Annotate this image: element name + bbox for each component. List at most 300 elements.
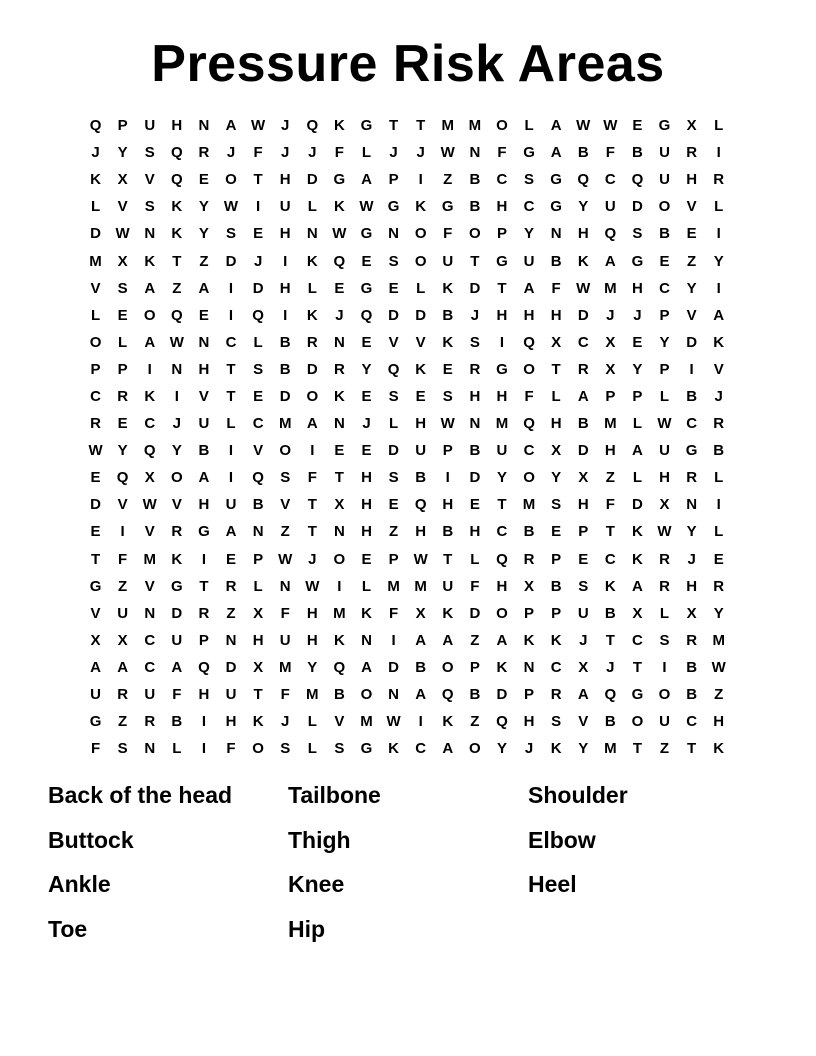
grid-letter: O [414, 225, 427, 243]
grid-letter: N [252, 523, 264, 541]
grid-letter: W [657, 415, 672, 433]
grid-letter: E [686, 225, 697, 243]
grid-letter: B [604, 604, 616, 622]
grid-row [82, 491, 734, 518]
grid-letter: E [632, 117, 643, 135]
grid-letter: Q [523, 415, 535, 433]
grid-letter: P [388, 550, 399, 568]
grid-letter: D [577, 442, 589, 460]
grid-letter: H [713, 713, 725, 731]
grid-letter: I [310, 442, 315, 460]
grid-letter: S [388, 252, 399, 270]
grid-letter: B [632, 144, 643, 162]
grid-letter: P [659, 306, 670, 324]
grid-row [82, 410, 734, 437]
grid-letter: Y [171, 442, 182, 460]
grid-letter: D [388, 306, 399, 324]
grid-letter: O [252, 740, 264, 758]
grid-letter: W [305, 577, 320, 595]
grid-letter: W [440, 144, 455, 162]
grid-letter: Q [441, 686, 454, 704]
grid-letter: E [198, 171, 209, 189]
grid-letter: E [713, 550, 724, 568]
grid-letter: R [686, 144, 698, 162]
grid-letter: M [468, 117, 482, 135]
grid-letter: R [117, 387, 129, 405]
grid-letter: J [389, 144, 398, 162]
grid-letter: V [686, 198, 697, 216]
grid-letter: D [171, 604, 183, 622]
grid-letter: J [470, 306, 480, 324]
grid-letter: K [442, 604, 454, 622]
word-list-item: Ankle [48, 871, 111, 898]
grid-letter: J [308, 550, 317, 568]
grid-letter: U [659, 144, 670, 162]
grid-letter: A [550, 144, 562, 162]
grid-letter: K [523, 631, 535, 649]
grid-letter: L [714, 523, 724, 541]
grid-letter: I [418, 171, 423, 189]
grid-letter: D [686, 333, 698, 351]
grid-letter: I [716, 144, 721, 162]
grid-letter: E [361, 252, 372, 270]
grid-letter: E [253, 387, 264, 405]
grid-letter: J [281, 144, 290, 162]
grid-letter: F [524, 387, 534, 405]
grid-letter: H [361, 496, 372, 514]
grid-letter: A [361, 658, 372, 676]
grid-letter: R [333, 360, 345, 378]
grid-letter: G [658, 117, 671, 135]
grid-letter: K [442, 279, 454, 297]
grid-letter: B [469, 686, 481, 704]
grid-letter: P [524, 604, 535, 622]
grid-letter: R [198, 604, 210, 622]
grid-letter: A [632, 442, 643, 460]
grid-letter: P [442, 442, 453, 460]
grid-letter: Q [170, 144, 183, 162]
grid-letter: H [306, 604, 318, 622]
grid-letter: G [550, 198, 562, 216]
grid-letter: E [551, 523, 562, 541]
grid-letter: W [223, 198, 239, 216]
grid-row [82, 220, 734, 247]
grid-letter: S [388, 387, 399, 405]
grid-letter: V [90, 604, 101, 622]
grid-row [82, 627, 734, 654]
grid-letter: Q [577, 171, 590, 189]
grid-letter: Z [118, 577, 128, 595]
grid-letter: E [253, 225, 264, 243]
grid-letter: F [90, 740, 101, 758]
grid-letter: E [415, 387, 426, 405]
grid-letter: V [334, 713, 345, 731]
grid-letter: G [631, 686, 644, 704]
grid-letter: Q [604, 225, 617, 243]
word-list-item: Thigh [288, 826, 351, 853]
grid-letter: Q [333, 252, 346, 270]
grid-letter: P [469, 658, 480, 676]
grid-letter: R [225, 577, 237, 595]
grid-letter: R [171, 523, 183, 541]
grid-letter: A [90, 658, 101, 676]
grid-letter: L [714, 117, 724, 135]
grid-letter: F [226, 740, 236, 758]
grid-letter: V [713, 360, 724, 378]
grid-letter: S [578, 577, 589, 595]
grid-letter: O [441, 658, 454, 676]
grid-letter: O [523, 469, 535, 487]
grid-letter: Q [360, 306, 373, 324]
grid-letter: L [118, 333, 128, 351]
grid-letter: K [442, 333, 454, 351]
grid-row [82, 247, 734, 274]
grid-letter: N [469, 144, 481, 162]
grid-letter: H [632, 279, 643, 297]
grid-letter: A [550, 117, 562, 135]
grid-letter: K [171, 225, 183, 243]
grid-letter: W [115, 225, 130, 243]
grid-letter: M [333, 604, 346, 622]
grid-letter: U [523, 252, 535, 270]
grid-letter: L [253, 577, 263, 595]
grid-letter: X [334, 496, 345, 514]
grid-letter: S [388, 469, 399, 487]
grid-letter: R [198, 144, 210, 162]
grid-letter: Z [443, 171, 453, 189]
grid-letter: B [198, 442, 210, 460]
grid-letter: I [283, 252, 288, 270]
grid-letter: B [577, 415, 589, 433]
grid-letter: K [550, 631, 562, 649]
grid-letter: H [469, 387, 481, 405]
grid-letter: X [659, 496, 670, 514]
grid-letter: Z [388, 523, 399, 541]
grid-letter: W [142, 496, 157, 514]
grid-letter: N [388, 686, 399, 704]
grid-letter: H [577, 225, 589, 243]
grid-letter: G [523, 144, 535, 162]
grid-letter: I [716, 225, 721, 243]
grid-letter: U [577, 604, 589, 622]
grid-letter: I [228, 306, 234, 324]
grid-letter: C [604, 550, 616, 568]
grid-letter: X [253, 658, 264, 676]
grid-letter: Q [496, 713, 508, 731]
grid-letter: K [632, 523, 643, 541]
grid-letter: C [550, 658, 562, 676]
grid-letter: Z [605, 469, 615, 487]
grid-letter: S [551, 496, 562, 514]
grid-letter: O [170, 469, 183, 487]
grid-letter: G [360, 740, 373, 758]
grid-row [82, 654, 734, 681]
grid-letter: J [362, 415, 371, 433]
grid-letter: P [117, 360, 128, 378]
grid-letter: J [687, 550, 696, 568]
grid-letter: U [171, 631, 183, 649]
grid-letter: I [716, 279, 721, 297]
grid-letter: F [172, 686, 182, 704]
grid-letter: I [201, 740, 206, 758]
grid-letter: Q [631, 171, 644, 189]
grid-letter: E [117, 306, 128, 324]
grid-letter: U [279, 631, 291, 649]
grid-letter: H [469, 523, 481, 541]
grid-letter: H [171, 117, 183, 135]
grid-letter: L [226, 415, 236, 433]
grid-letter: F [280, 604, 290, 622]
grid-letter: K [171, 550, 183, 568]
grid-letter: M [387, 577, 400, 595]
grid-letter: H [225, 713, 237, 731]
grid-letter: V [117, 198, 128, 216]
grid-letter: F [497, 144, 507, 162]
grid-row [82, 600, 734, 627]
grid-letter: T [253, 171, 263, 189]
grid-letter: X [144, 469, 155, 487]
grid-letter: V [90, 279, 101, 297]
grid-letter: Y [686, 523, 697, 541]
grid-letter: T [253, 686, 263, 704]
grid-letter: S [144, 144, 155, 162]
grid-letter: D [632, 496, 643, 514]
grid-letter: K [550, 740, 562, 758]
grid-row [82, 356, 734, 383]
grid-letter: K [496, 658, 508, 676]
grid-letter: C [144, 658, 156, 676]
grid-row [82, 193, 734, 220]
grid-letter: B [415, 658, 427, 676]
grid-letter: G [496, 360, 508, 378]
word-list-item: Tailbone [288, 782, 381, 808]
grid-letter: A [144, 333, 156, 351]
grid-letter: P [253, 550, 264, 568]
grid-letter: H [361, 469, 372, 487]
grid-letter: K [388, 740, 399, 758]
grid-letter: F [388, 604, 399, 622]
grid-letter: J [91, 144, 100, 162]
grid-letter: K [577, 252, 589, 270]
grid-row [82, 275, 734, 302]
grid-letter: Z [714, 686, 724, 704]
word-list-item: Knee [288, 871, 345, 898]
grid-letter: S [253, 360, 264, 378]
grid-letter: X [578, 469, 589, 487]
grid-letter: L [253, 333, 263, 351]
grid-letter: X [578, 658, 589, 676]
grid-letter: W [278, 550, 293, 568]
grid-letter: R [713, 415, 725, 433]
grid-letter: H [198, 686, 210, 704]
grid-row [82, 735, 734, 762]
grid-letter: Y [578, 198, 589, 216]
grid-letter: X [686, 117, 697, 135]
grid-letter: V [144, 523, 155, 541]
grid-letter: N [333, 333, 345, 351]
grid-row [82, 329, 734, 356]
letter-grid [82, 112, 734, 762]
grid-letter: R [686, 469, 698, 487]
grid-letter: C [144, 631, 156, 649]
grid-letter: G [631, 252, 644, 270]
grid-letter: B [252, 496, 264, 514]
grid-letter: Z [199, 252, 209, 270]
grid-letter: O [496, 604, 508, 622]
grid-letter: N [198, 117, 210, 135]
grid-letter: S [226, 225, 237, 243]
grid-letter: V [144, 171, 155, 189]
grid-letter: S [442, 387, 453, 405]
grid-letter: D [252, 279, 264, 297]
grid-letter: Y [713, 252, 724, 270]
grid-letter: O [469, 225, 481, 243]
grid-letter: M [522, 496, 536, 514]
grid-letter: L [90, 198, 101, 216]
grid-letter: I [499, 333, 505, 351]
grid-letter: D [469, 469, 481, 487]
grid-letter: D [225, 658, 237, 676]
grid-letter: P [632, 387, 643, 405]
grid-letter: K [415, 360, 427, 378]
grid-letter: A [442, 740, 454, 758]
grid-letter: G [89, 713, 102, 731]
grid-letter: Y [713, 604, 724, 622]
grid-letter: L [714, 469, 724, 487]
grid-letter: V [198, 387, 209, 405]
grid-letter: A [442, 631, 454, 649]
grid-letter: H [686, 171, 698, 189]
grid-letter: P [496, 225, 507, 243]
grid-letter: H [550, 415, 562, 433]
grid-letter: Y [524, 225, 535, 243]
grid-letter: V [388, 333, 399, 351]
grid-letter: J [714, 387, 723, 405]
grid-letter: D [90, 496, 101, 514]
grid-letter: K [306, 252, 318, 270]
grid-letter: B [604, 713, 616, 731]
grid-letter: L [361, 577, 372, 595]
grid-letter: U [144, 117, 156, 135]
grid-row [82, 139, 734, 166]
grid-letter: L [524, 117, 534, 135]
grid-letter: H [279, 279, 291, 297]
grid-letter: O [658, 198, 671, 216]
grid-letter: H [252, 631, 264, 649]
grid-letter: H [361, 523, 372, 541]
grid-letter: I [228, 442, 234, 460]
grid-letter: R [90, 415, 101, 433]
grid-letter: R [306, 333, 318, 351]
grid-row [82, 546, 734, 573]
grid-letter: Y [632, 360, 643, 378]
grid-letter: Q [333, 658, 346, 676]
grid-letter: G [333, 171, 346, 189]
grid-letter: A [604, 252, 616, 270]
grid-letter: T [199, 577, 209, 595]
grid-letter: M [495, 415, 509, 433]
grid-letter: C [252, 415, 264, 433]
grid-letter: E [361, 442, 372, 460]
grid-letter: M [143, 550, 156, 568]
grid-letter: T [416, 117, 426, 135]
grid-letter: D [469, 604, 481, 622]
word-list-item: Heel [528, 871, 577, 898]
grid-letter: T [226, 387, 236, 405]
grid-letter: J [281, 713, 290, 731]
grid-letter: J [281, 117, 290, 135]
grid-letter: M [306, 686, 319, 704]
grid-letter: H [198, 360, 210, 378]
grid-letter: W [359, 198, 374, 216]
grid-letter: Y [496, 740, 507, 758]
grid-letter: E [361, 333, 372, 351]
grid-letter: I [283, 306, 288, 324]
grid-letter: U [144, 686, 156, 704]
grid-letter: F [334, 144, 344, 162]
grid-letter: E [361, 550, 372, 568]
grid-letter: Z [118, 713, 128, 731]
grid-letter: B [523, 523, 535, 541]
grid-letter: I [689, 360, 694, 378]
grid-letter: E [361, 387, 372, 405]
grid-letter: G [496, 252, 508, 270]
grid-letter: Y [307, 658, 318, 676]
grid-letter: W [576, 279, 591, 297]
grid-letter: R [713, 171, 725, 189]
grid-letter: O [631, 713, 644, 731]
grid-letter: K [632, 550, 643, 568]
grid-letter: S [632, 225, 643, 243]
grid-letter: Z [172, 279, 182, 297]
grid-letter: Z [659, 740, 670, 758]
grid-letter: I [201, 713, 206, 731]
grid-letter: X [253, 604, 264, 622]
grid-letter: L [632, 469, 642, 487]
grid-letter: W [251, 117, 266, 135]
grid-letter: N [361, 631, 372, 649]
grid-letter: P [578, 523, 589, 541]
grid-letter: D [632, 198, 643, 216]
grid-letter: A [523, 279, 535, 297]
grid-letter: T [443, 550, 453, 568]
grid-letter: G [360, 225, 373, 243]
grid-letter: H [686, 577, 698, 595]
grid-letter: K [361, 604, 372, 622]
grid-letter: L [307, 279, 317, 297]
grid-letter: J [308, 144, 317, 162]
grid-letter: K [306, 306, 318, 324]
grid-letter: Q [387, 360, 400, 378]
grid-letter: Y [117, 144, 128, 162]
grid-letter: O [523, 360, 535, 378]
grid-letter: H [279, 171, 291, 189]
grid-letter: O [469, 740, 481, 758]
grid-letter: K [333, 387, 345, 405]
grid-letter: Z [470, 631, 480, 649]
grid-letter: N [523, 658, 535, 676]
grid-letter: T [470, 252, 480, 270]
grid-letter: A [713, 306, 725, 324]
grid-letter: S [334, 740, 345, 758]
grid-letter: U [279, 198, 291, 216]
grid-letter: R [659, 550, 670, 568]
grid-letter: Y [578, 740, 589, 758]
grid-letter: E [90, 469, 101, 487]
grid-letter: A [415, 686, 427, 704]
grid-letter: G [685, 442, 698, 460]
grid-letter: B [686, 387, 698, 405]
